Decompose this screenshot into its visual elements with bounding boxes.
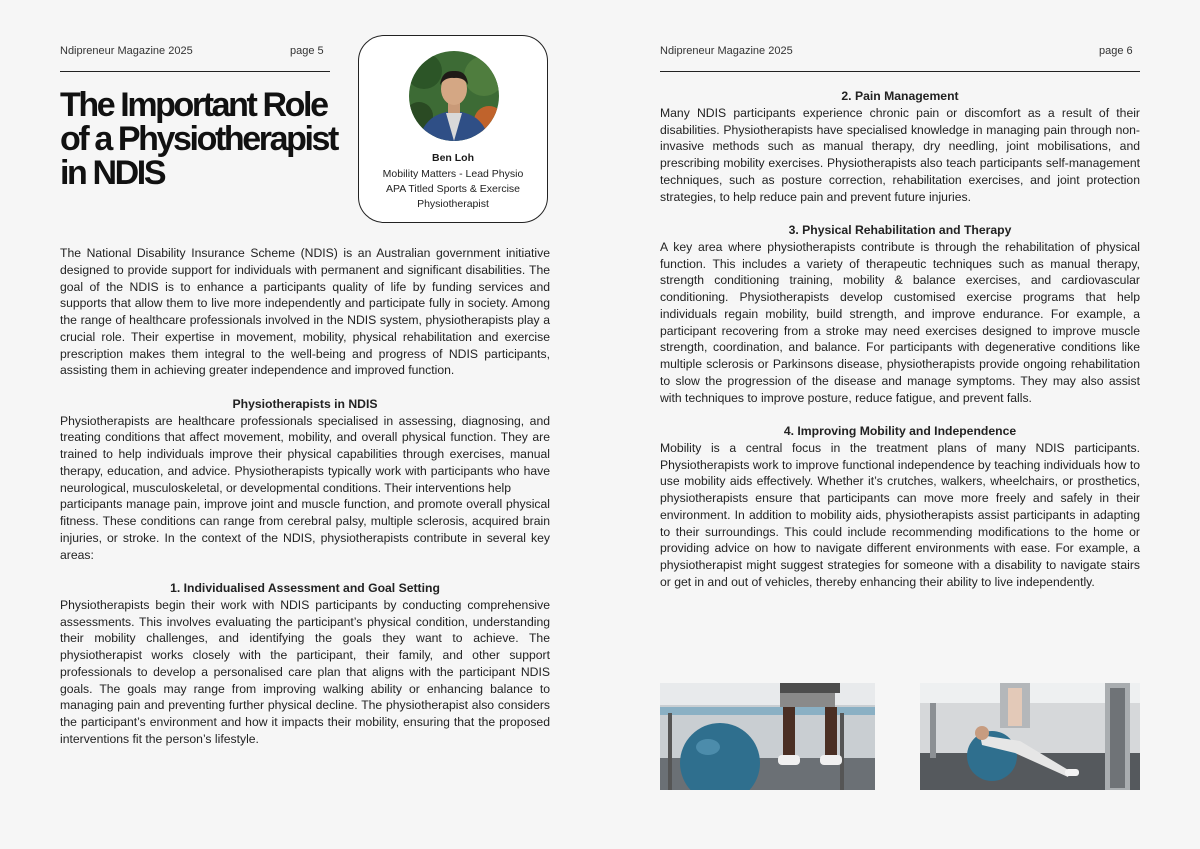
- author-role-line: Mobility Matters - Lead Physio: [382, 168, 524, 180]
- section-heading: 1. Individualised Assessment and Goal Setting: [170, 581, 440, 595]
- section-paragraph: Mobility is a central focus in the treatment plans of many NDIS participants. Physiotherapists work to improve functional independence by teaching individuals how to use mobility aids effectively. Whether it’s crutches, walkers, wheelchairs, or prosthetics, physiotherapists ensure that participants can move more freely and safely in their environment. In addition to mobility aids, physiotherapists assist participants in adapting to their surroundings. This could include recommending modifications to the home or providing advice on how to navigate different environments with ease. For example, a physiotherapist might suggest strategies for someone with a disability to navigate stairs or get in and out of vehicles, thereby enhancing their ability to live independently.: [660, 440, 1140, 589]
- author-role-line: Physiotherapist: [417, 198, 489, 210]
- author-name: Ben Loh: [432, 152, 474, 164]
- section-heading: 4. Improving Mobility and Independence: [783, 424, 1017, 438]
- magazine-name: Ndipreneur Magazine 2025: [60, 45, 193, 57]
- page-number: page 6: [1099, 45, 1133, 57]
- left-body: [60, 245, 550, 748]
- header-divider: [660, 71, 1140, 72]
- section-paragraph: Physiotherapists are healthcare professionals specialised in assessing, diagnosing, and treating conditions that affect movement, mobility, and overall physical function. They are trained to help individuals improve their physical capabilities through exercises, manual therapy, education, and advice. Physiotherapists typically work with participants who have neurological, musculoskeletal, or developmental conditions. Their interventions help: [60, 413, 550, 495]
- section-heading: 3. Physical Rehabilitation and Therapy: [788, 223, 1012, 237]
- section-paragraph: A key area where physiotherapists contribute is through the rehabilitation of physical function. This includes a variety of therapeutic techniques such as manual therapy, strength conditioning training, mobility & balance exercises, and cardiovascular conditioning. Physiotherapists develop customised exercise programs that help individuals regain mobility, build strength, and improve endurance. For example, a participant recovering from a stroke may need exercises designed to improve muscle strength, coordination, and balance. For participants with degenerative conditions like multiple sclerosis or Parkinsons disease, physiotherapists provide ongoing rehabilitation to slow the progression of the disease and manage symptoms. They may also assist with techniques to improve posture, reduce fatigue, and prevent falls.: [660, 239, 1140, 405]
- section-paragraph: Physiotherapists begin their work with NDIS participants by conducting comprehensive assessments. This involves evaluating the participant’s physical condition, understanding their mobility challenges, and identifying the goals they want to achieve. The physiotherapist works closely with the participant, their family, and other support professionals to develop a personalised care plan that aligns with the participant NDIS goals. The goals may range from improving walking ability or enhancing balance to managing pain and preventing further physical decline. The physiotherapist also considers the participant’s environment and how it impacts their mobility, ensuring that the proposed interventions fit the person’s lifestyle.: [60, 597, 550, 746]
- header-divider: [60, 71, 330, 72]
- section-paragraph: Many NDIS participants experience chronic pain or discomfort as a result of their disabilities. Physiotherapists have specialised knowledge in managing pain through non-invasive methods such as manual therapy, dry needling, joint mobilisations, and prescribing mobility exercises. Physiotherapists also teach participants self-management techniques, such as posture correction, rehabilitation exercises, and joint protection strategies, to help reduce pain and prevent future injuries.: [660, 105, 1140, 204]
- section-paragraph: participants manage pain, improve joint and muscle function, and promote overall physical fitness. These conditions can range from cerebral palsy, multiple sclerosis, acquired brain injuries, or stroke. In the context of the NDIS, physiotherapists contribute in several key areas:: [60, 497, 550, 562]
- author-role-line: APA Titled Sports & Exercise: [385, 183, 521, 195]
- page-number: page 5: [290, 45, 324, 57]
- article-title: The Important Role of a Physiotherapist in NDIS: [60, 86, 337, 192]
- section-heading: 2. Pain Management: [841, 89, 959, 103]
- right-body: [660, 88, 1140, 591]
- intro-paragraph: The National Disability Insurance Scheme (NDIS) is an Australian government initiative designed to provide support for individuals with permanent and significant disabilities. The goal of the NDIS is to enhance a participants quality of life by funding services and supports that allow them to live more independently and participate fully in society. Among the range of healthcare professionals involved in the NDIS system, physiotherapists play a crucial role. Their expertise in movement, mobility, physical rehabilitation and exercise prescription makes them integral to the well-being and progress of NDIS participants, assisting them in achieving greater independence and improved function.: [60, 246, 550, 378]
- avatar: [409, 51, 499, 141]
- author-card: [358, 35, 548, 223]
- magazine-name: Ndipreneur Magazine 2025: [660, 45, 793, 57]
- exercise-ball-photo: [660, 683, 875, 790]
- author-role: [359, 167, 547, 212]
- section-heading: Physiotherapists in NDIS: [232, 396, 378, 411]
- therapy-session-photo: [920, 683, 1140, 790]
